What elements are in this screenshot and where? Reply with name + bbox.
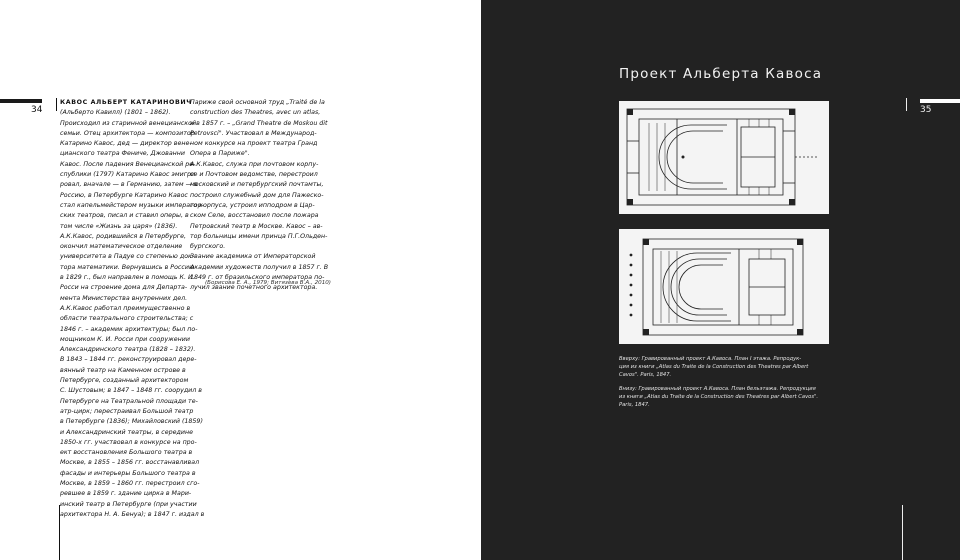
text-line: А.К.Кавос работал преимущественно в — [60, 304, 191, 312]
text-line: семьи. Отец архитектора — композитор — [60, 129, 195, 137]
text-column-1 — [60, 98, 205, 520]
text-line: цианского театра Фениче, Джованни — [60, 150, 186, 158]
first-tier-plan-image — [619, 229, 829, 344]
text-line: инский театр в Петербурге (при участии — [60, 500, 197, 508]
caption-line: из книги „Atlas du Traite de la Construction des Theatres par Albert Cavos". — [619, 394, 819, 401]
text-line: московский и петербургский почтамты, — [190, 181, 324, 189]
caption-line: Внизу: Гравированный проект А.Кавоса. План бельэтажа. Репродукция — [619, 386, 816, 392]
text-line: и Александринский театры, в середине — [60, 428, 193, 436]
ground-floor-plan-image — [619, 101, 829, 214]
left-page-number: 34 — [31, 105, 43, 115]
text-line: том числе «Жизнь за царя» (1836). — [60, 222, 178, 230]
text-line: окончил математическое отделение — [60, 243, 183, 251]
right-page-number: 35 — [920, 105, 932, 115]
left-edge-bar — [0, 99, 42, 103]
text-line: вянный театр на Каменном острове в — [60, 366, 186, 374]
text-line: ревшее в 1859 г. здание цирка в Мари- — [60, 490, 192, 498]
text-line: (Альберто Кавилл) (1801 – 1862). — [60, 109, 171, 117]
text-line: Катарино Кавос, дед — директор вене- — [60, 140, 192, 148]
caption-top — [619, 355, 829, 380]
text-line: стал капельмейстером музыки император- — [60, 201, 204, 209]
text-line: ровал, вначале — в Германию, затем — в — [60, 181, 198, 189]
right-edge-bar — [920, 99, 960, 103]
left-column-rule — [56, 98, 57, 111]
caption-line: ция из книги „Atlas du Traite de la Construction des Theatres par Albert — [619, 364, 809, 371]
text-line: университета в Падуе со степенью док- — [60, 253, 195, 261]
text-line: construction des Theatres, avec un atlas, — [190, 109, 321, 117]
text-line: Москве, в 1859 – 1860 гг. перестроил сго- — [60, 479, 200, 487]
text-line: В 1843 – 1844 гг. реконструировал дере- — [60, 356, 197, 364]
text-line: в Петербурге (1836); Михайловский (1859) — [60, 418, 203, 426]
text-line: в 1829 г., был направлен в помощь К. И. — [60, 274, 195, 282]
text-line: Опера в Париже". — [190, 150, 250, 158]
text-line: 1849 г. от бразильского императора по- — [190, 274, 325, 282]
text-line: Петербурге, созданный архитектором — [60, 377, 189, 385]
text-line: Париже свой основной труд „Traité de la — [190, 99, 325, 106]
text-line: Академии художеств получил в 1857 г. В — [190, 263, 329, 271]
page-title: Проект Альберта Кавоса — [619, 66, 823, 82]
text-line: се и Почтовом ведомстве, перестроил — [190, 171, 318, 179]
right-column-rule — [906, 98, 907, 111]
text-line: области театрального строительства; с — [60, 315, 194, 323]
text-line: мента Министерства внутренних дел. — [60, 294, 188, 302]
reference-note: (Борисова Е. А., 1979; Витязева В.А., 2010) — [205, 280, 331, 286]
text-line: го корпуса, устроил ипподром в Цар- — [190, 201, 315, 209]
text-line: бургского. — [190, 243, 226, 251]
text-line: ном конкурсе на проект театра Гранд — [190, 140, 318, 148]
text-line: Москве, в 1855 – 1856 гг. восстанавливал — [60, 459, 200, 467]
right-bottom-rule — [902, 505, 903, 560]
text-line: спублики (1797) Катарино Кавос эмигри- — [60, 171, 198, 179]
text-line: тора математики. Вернувшись в Россию — [60, 263, 195, 271]
text-line: Кавос. После падения Венецианской ре- — [60, 160, 196, 168]
caption-line: Paris, 1847. — [619, 402, 650, 409]
text-line: архитектора Н. А. Бенуа); в 1847 г. издал в — [60, 510, 205, 518]
text-line: фасады и интерьеры Большого театра в — [60, 469, 196, 477]
text-line: ект восстановления Большого театра в — [60, 449, 193, 457]
text-line: Звание академика от Императорской — [190, 253, 316, 261]
text-line: атр-цирк; перестраивал Большой театр — [60, 407, 194, 415]
text-line: лучил звание почетного архитектора. — [190, 284, 318, 292]
caption-line: Cavos". Paris, 1847. — [619, 372, 672, 379]
text-line: мощником К. И. Росси при сооружении — [60, 335, 190, 343]
text-column-2 — [190, 98, 329, 294]
text-line: Росси на строение дома для Департа- — [60, 284, 188, 292]
text-line: 1850-х гг. участвовал в конкурсе на про- — [60, 438, 197, 446]
text-line: А.К.Кавос, родившийся в Петербурге, — [60, 232, 186, 240]
caption-line: Вверху: Гравированный проект А.Кавоса. План I этажа. Репродук- — [619, 356, 802, 362]
text-line: Россию, в Петербурге Катарино Кавос — [60, 191, 188, 199]
text-line: и в 1857 г. – „Grand Theatre de Moskou dit — [190, 119, 328, 127]
text-line: ских театров, писал и ставил оперы, в — [60, 212, 189, 220]
text-line: построил служебный дом для Пажеско- — [190, 191, 324, 199]
text-line: Александринского театра (1828 – 1832). — [60, 346, 196, 354]
text-line: А.К.Кавос, служа при почтовом корпу- — [190, 160, 319, 168]
text-line: тор больницы имени принца П.Г.Ольден- — [190, 232, 328, 240]
text-line: Петербурге на Театральной площади те- — [60, 397, 198, 405]
text-line: Петровский театр в Москве. Кавос – ав- — [190, 222, 323, 230]
text-line: ском Селе, восстановил после пожара — [190, 212, 319, 220]
text-line: Petrovsci". Участвовал в Международ- — [190, 129, 317, 137]
text-line: 1846 г. – академик архитектуры; был по- — [60, 325, 198, 333]
text-line: С. Шустовым; в 1847 – 1848 гг. соорудил в — [60, 387, 203, 395]
biography-heading: КАВОС АЛЬБЕРТ КАТАРИНОВИЧ — [60, 99, 192, 106]
text-line: Происходил из старинной венецианской — [60, 119, 197, 127]
caption-bottom — [619, 385, 829, 410]
